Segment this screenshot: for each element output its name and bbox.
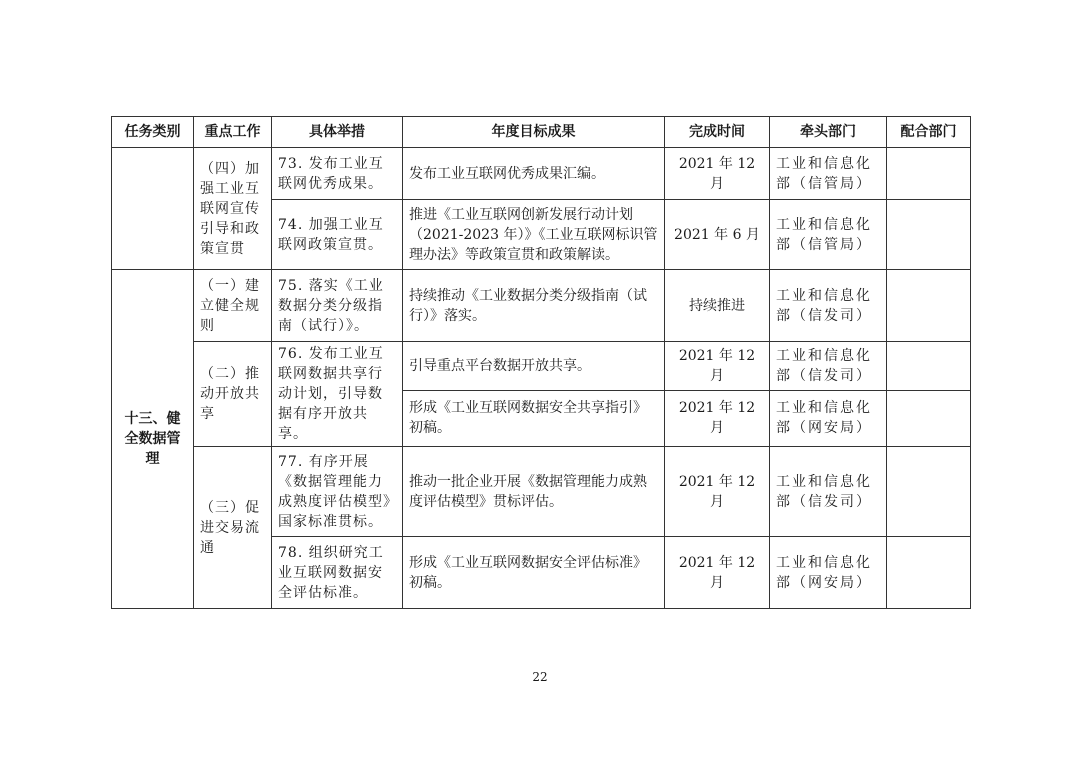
header-partner-dept: 配合部门 xyxy=(887,117,971,148)
header-lead-dept: 牵头部门 xyxy=(770,117,887,148)
time-cell: 2021 年 12 月 xyxy=(665,447,770,537)
goal-cell: 推动一批企业开展《数据管理能力成熟度评估模型》贯标评估。 xyxy=(403,447,665,537)
goal-cell: 形成《工业互联网数据安全评估标准》初稿。 xyxy=(403,537,665,609)
key-work-cell: （二）推动开放共享 xyxy=(194,342,272,447)
measure-cell: 76. 发布工业互联网数据共享行动计划，引导数据有序开放共享。 xyxy=(272,342,403,447)
measure-cell: 73. 发布工业互联网优秀成果。 xyxy=(272,148,403,200)
time-cell: 2021 年 6 月 xyxy=(665,200,770,270)
partner-dept-cell xyxy=(887,390,971,446)
goal-cell: 持续推动《工业数据分类分级指南（试行）》落实。 xyxy=(403,270,665,342)
measure-cell: 77. 有序开展《数据管理能力成熟度评估模型》国家标准贯标。 xyxy=(272,447,403,537)
header-task-category: 任务类别 xyxy=(112,117,194,148)
lead-dept-cell: 工业和信息化部（网安局） xyxy=(770,537,887,609)
category-cell: 十三、健全数据管理 xyxy=(112,270,194,609)
header-measures: 具体举措 xyxy=(272,117,403,148)
lead-dept-cell: 工业和信息化部（信管局） xyxy=(770,148,887,200)
partner-dept-cell xyxy=(887,537,971,609)
goal-cell: 推进《工业互联网创新发展行动计划（2021-2023 年）》《工业互联网标识管理办法》等政策宣贯和政策解读。 xyxy=(403,200,665,270)
page-number: 22 xyxy=(532,670,548,684)
header-completion-time: 完成时间 xyxy=(665,117,770,148)
table-row xyxy=(112,447,971,537)
goal-cell: 发布工业互联网优秀成果汇编。 xyxy=(403,148,665,200)
table-row xyxy=(112,270,971,342)
time-cell: 2021 年 12 月 xyxy=(665,390,770,446)
category-cell-blank xyxy=(112,148,194,270)
key-work-cell: （一）建立健全规则 xyxy=(194,270,272,342)
task-table xyxy=(111,116,971,609)
key-work-cell: （三）促进交易流通 xyxy=(194,447,272,609)
partner-dept-cell xyxy=(887,342,971,391)
partner-dept-cell xyxy=(887,270,971,342)
key-work-cell: （四）加强工业互联网宣传引导和政策宣贯 xyxy=(194,148,272,270)
lead-dept-cell: 工业和信息化部（信发司） xyxy=(770,342,887,391)
time-cell: 2021 年 12 月 xyxy=(665,537,770,609)
lead-dept-cell: 工业和信息化部（信管局） xyxy=(770,200,887,270)
partner-dept-cell xyxy=(887,148,971,200)
lead-dept-cell: 工业和信息化部（信发司） xyxy=(770,447,887,537)
lead-dept-cell: 工业和信息化部（信发司） xyxy=(770,270,887,342)
table-row xyxy=(112,148,971,200)
measure-cell: 74. 加强工业互联网政策宣贯。 xyxy=(272,200,403,270)
header-annual-goal: 年度目标成果 xyxy=(403,117,665,148)
table-header-row xyxy=(112,117,971,148)
partner-dept-cell xyxy=(887,200,971,270)
time-cell: 持续推进 xyxy=(665,270,770,342)
goal-cell: 形成《工业互联网数据安全共享指引》初稿。 xyxy=(403,390,665,446)
lead-dept-cell: 工业和信息化部（网安局） xyxy=(770,390,887,446)
partner-dept-cell xyxy=(887,447,971,537)
table-row xyxy=(112,342,971,391)
time-cell: 2021 年 12 月 xyxy=(665,148,770,200)
header-key-work: 重点工作 xyxy=(194,117,272,148)
time-cell: 2021 年 12 月 xyxy=(665,342,770,391)
goal-cell: 引导重点平台数据开放共享。 xyxy=(403,342,665,391)
measure-cell: 75. 落实《工业数据分类分级指南（试行）》。 xyxy=(272,270,403,342)
measure-cell: 78. 组织研究工业互联网数据安全评估标准。 xyxy=(272,537,403,609)
